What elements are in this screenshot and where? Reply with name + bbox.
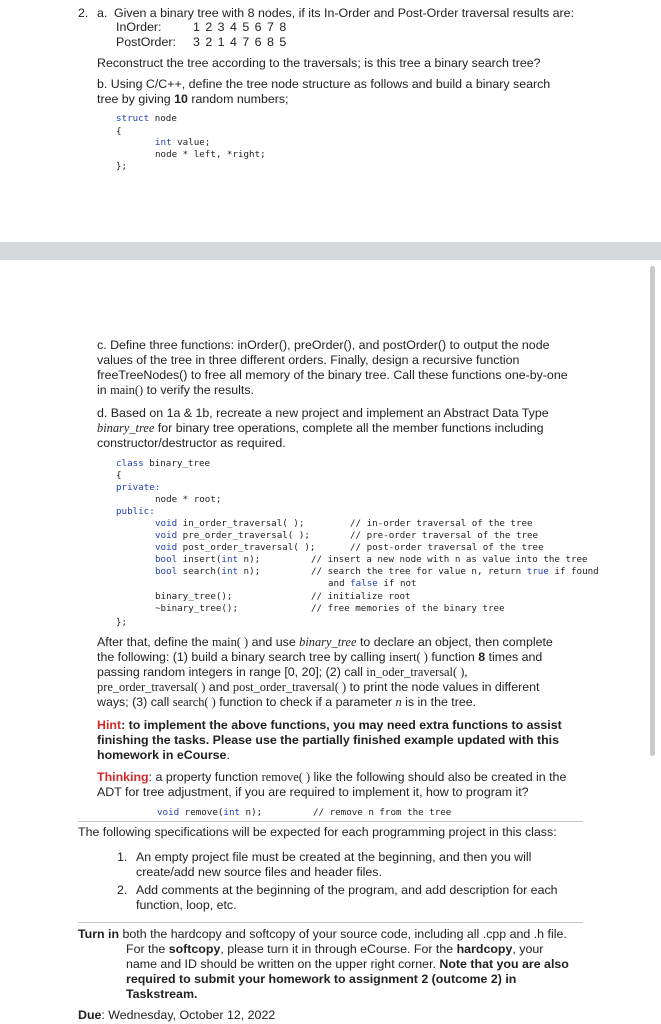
after-line2: the following: (1) build a binary search tree by calling insert( ) function 8 times and [97,650,543,664]
part-c-line1: c. Define three functions: inOrder(), preOrder(), and postOrder() to output the node [97,338,550,352]
spec-item2-line1: Add comments at the beginning of the program, and add description for each [136,883,558,897]
inorder-value: 1 2 3 4 5 6 7 8 [193,20,288,34]
after-line5: ways; (3) call search( ) function to check if a parameter n is in the tree. [97,695,477,709]
method-in-order: void in_order_traversal( ); [155,518,305,529]
thinking-line2: ADT for tree adjustment, if you are required to implement it, how to program it? [97,785,529,799]
method-search-comment-2: and false if not [328,578,417,589]
destructor-comment: // free memories of the binary tree [311,603,505,614]
hint-line1: Hint: to implement the above functions, you may need extra functions to assist [97,718,562,732]
part-a-text: Given a binary tree with 8 nodes, if its In-Order and Post-Order traversal results are: [114,6,575,20]
after-line3: passing random integers in range [0, 20]; (2) call in_oder_traversal( ), [97,665,468,679]
method-search-comment: // search the tree for value n, return true if found [311,566,599,577]
constructor: binary_tree(); [155,591,233,602]
after-line1: After that, define the main( ) and use binary_tree to declare an object, then complete [97,635,553,649]
method-in-order-comment: // in-order traversal of the tree [350,518,533,529]
part-b-line2: tree by giving 10 random numbers; [97,92,289,106]
method-insert-comment: // insert a new node with n as value into the tree [311,554,588,565]
method-pre-order-comment: // pre-order traversal of the tree [350,530,539,541]
struct-code-value: int value; [155,137,211,148]
spec-item1-number: 1. [117,850,128,864]
destructor: ~binary_tree(); [155,603,238,614]
method-post-order-comment: // post-order traversal of the tree [350,542,544,553]
part-c-line2: values of the tree in three different orders. Finally, design a recursive function [97,353,520,367]
divider-top [78,821,583,822]
spec-item2-number: 2. [117,883,128,897]
method-search: bool search(int n); [155,566,261,577]
question-number: 2. [78,6,89,20]
hint-line3: homework in eCourse. [97,748,230,762]
struct-code-brace-close: }; [116,161,128,172]
hint-line2: finishing the tasks. Please use the partially finished example updated with this [97,733,560,747]
method-post-order: void post_order_traversal( ); [155,542,316,553]
method-pre-order: void pre_order_traversal( ); [155,530,310,541]
due-date: Due: Wednesday, October 12, 2022 [78,1008,276,1022]
spec-item2-line2: function, loop, etc. [136,898,237,912]
struct-code-brace-open: { [116,126,122,137]
struct-code-pointers: node * left, *right; [155,149,266,160]
specs-intro: The following specifications will be expected for each programming project in this class: [78,825,557,839]
scrollbar-thumb[interactable] [650,266,655,756]
turnin-line4: required to submit your homework to assignment 2 (outcome 2) in [126,972,517,986]
turnin-line1: Turn in both the hardcopy and softcopy of your source code, including all .cpp and .h file. [78,927,567,941]
page-separator [0,242,661,260]
remove-code: void remove(int n); [157,807,263,818]
spec-item1-line2: create/add new source files and header files. [136,865,382,879]
constructor-comment: // initialize root [311,591,411,602]
turnin-line2: For the softcopy, please turn it in through eCourse. For the hardcopy, your [126,942,544,956]
part-d-line2: binary_tree for binary tree operations, complete all the member functions including [97,421,544,435]
turnin-line3: name and ID should be written on the upper right corner. Note that you are also [126,957,569,971]
thinking-line1: Thinking: a property function remove( ) like the following should also be created in the [97,770,567,784]
part-b-line1: b. Using C/C++, define the tree node structure as follows and build a binary search [97,77,551,91]
class-code-brace-open: { [116,470,122,481]
postorder-value: 3 2 1 4 7 6 8 5 [193,35,288,49]
divider-bottom [78,922,583,923]
struct-code-line1: struct node [116,113,177,124]
part-c-line4: in main() to verify the results. [97,383,254,397]
remove-code-comment: // remove n from the tree [313,807,452,818]
class-code-header: class binary_tree [116,458,211,469]
part-a-reconstruct: Reconstruct the tree according to the traversals; is this tree a binary search tree? [97,56,541,70]
part-c-line3: freeTreeNodes() to free all memory of the binary tree. Call these functions one-by-one [97,368,568,382]
class-code-root: node * root; [155,494,222,505]
turnin-line5: Taskstream. [126,987,198,1001]
class-code-private: private: [116,482,161,493]
method-insert: bool insert(int n); [155,554,261,565]
class-code-public: public: [116,506,155,517]
part-a-prefix: a. [97,6,108,20]
postorder-label: PostOrder: [116,35,176,49]
part-d-line3: constructor/destructor as required. [97,436,286,450]
spec-item1-line1: An empty project file must be created at the beginning, and then you will [136,850,532,864]
inorder-label: InOrder: [116,20,162,34]
after-line4: pre_order_traversal( ) and post_order_traversal( ) to print the node values in different [97,680,540,694]
part-d-line1: d. Based on 1a & 1b, recreate a new project and implement an Abstract Data Type [97,406,549,420]
class-code-brace-close: }; [116,617,128,628]
